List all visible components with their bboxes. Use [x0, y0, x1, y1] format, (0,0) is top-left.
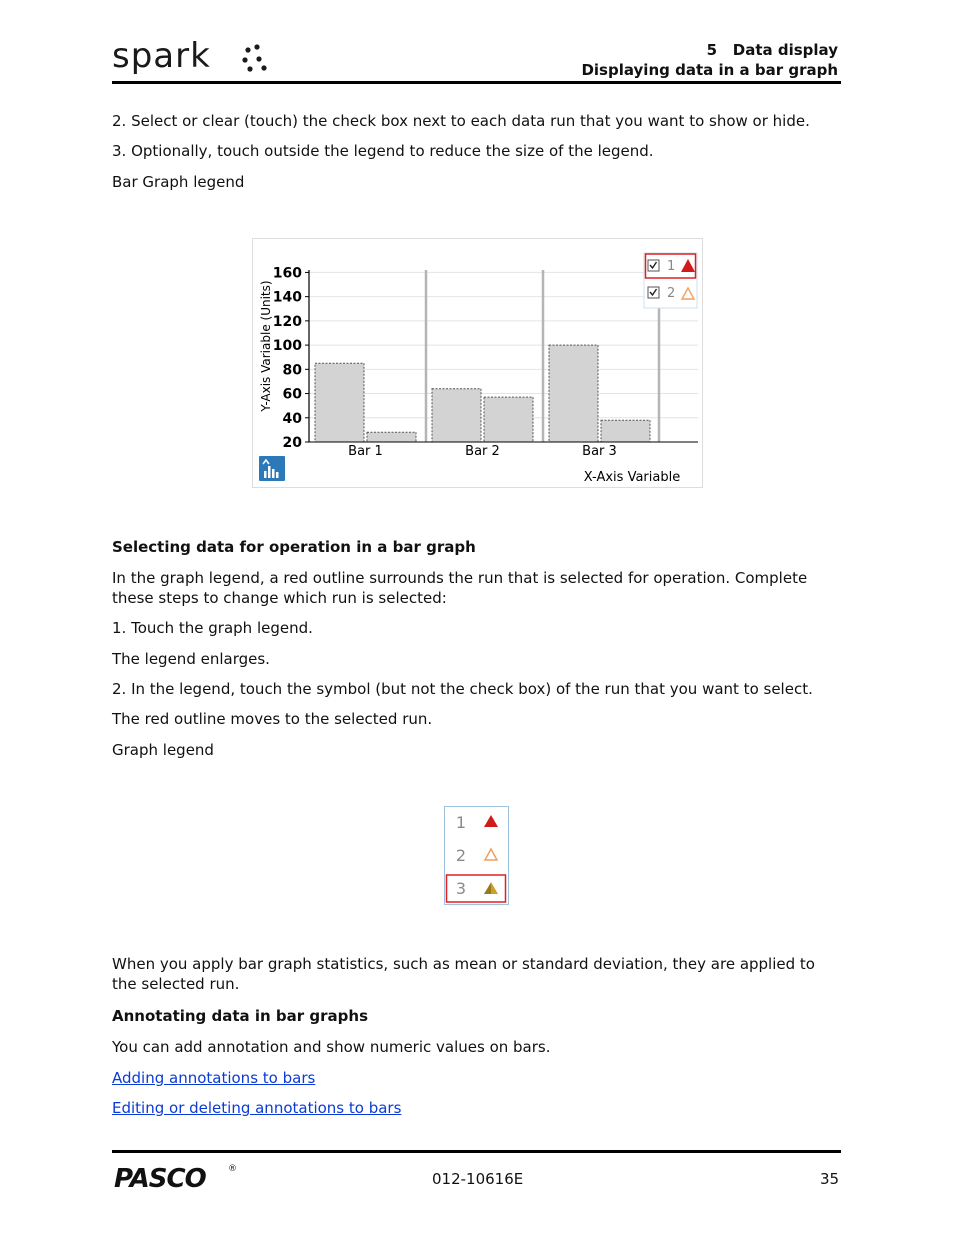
doc-number: 012-10616E — [432, 1170, 524, 1188]
bar-1-run-2[interactable] — [367, 432, 416, 442]
section-heading-selecting-data: Selecting data for operation in a bar graph — [112, 538, 476, 556]
graph-legend-frame — [445, 807, 509, 905]
section1-step-2: 2. In the legend, touch the symbol (but not the check box) of the run that you want to select. — [112, 680, 813, 698]
registered-mark: ® — [228, 1164, 237, 1174]
section2-paragraph: You can add annotation and show numeric values on bars. — [112, 1038, 551, 1056]
link-editing-annotations[interactable]: Editing or deleting annotations to bars — [112, 1099, 402, 1117]
y-tick-label: 160 — [272, 265, 302, 282]
link-container-2 — [112, 1098, 842, 1118]
pasco-logo: PASCO — [114, 1164, 206, 1194]
x-axis-label: X-Axis Variable — [583, 470, 681, 485]
y-tick-label: 140 — [272, 289, 302, 306]
section1-result-2: The red outline moves to the selected run. — [112, 710, 433, 728]
header-rule — [112, 81, 841, 84]
section-title: Displaying data in a bar graph — [581, 61, 838, 79]
bar-graph-tool-icon[interactable] — [259, 456, 285, 481]
legend-label-2: 2 — [667, 286, 676, 301]
section1-step-1: 1. Touch the graph legend. — [112, 619, 313, 637]
section-heading-annotating: Annotating data in bar graphs — [112, 1007, 369, 1025]
step-3-text: 3. Optionally, touch outside the legend to reduce the size of the legend. — [112, 142, 654, 160]
link-container-1 — [112, 1068, 842, 1088]
stats-note: When you apply bar graph statistics, such as mean or standard deviation, they are applied to the selected run. — [112, 955, 815, 993]
spark-dots-icon — [242, 44, 272, 74]
y-tick-label: 60 — [282, 386, 302, 403]
y-axis-label: Y-Axis Variable (Units) — [259, 280, 273, 412]
graph-legend-label-1: 1 — [455, 813, 467, 832]
x-tick-label: Bar 2 — [465, 444, 500, 459]
graph-legend-label-3: 3 — [455, 879, 467, 898]
page-number: 35 — [820, 1170, 840, 1188]
step-2-text: 2. Select or clear (touch) the check box next to each data run that you want to show or hide. — [112, 112, 810, 130]
bar-graph-figure — [252, 238, 703, 488]
link-adding-annotations[interactable]: Adding annotations to bars — [112, 1069, 316, 1087]
spark-logo: spark — [112, 36, 211, 76]
footer-rule — [112, 1150, 841, 1153]
graph-legend-figure[interactable] — [444, 806, 510, 906]
section1-paragraph-intro: In the graph legend, a red outline surrounds the run that is selected for operation. Complete these steps to change which run is selected: — [112, 569, 808, 607]
y-tick-label: 120 — [272, 313, 302, 330]
x-tick-label: Bar 3 — [582, 444, 617, 459]
chart-legend[interactable] — [644, 253, 697, 308]
y-tick-label: 40 — [282, 410, 302, 427]
bar-3-run-1[interactable] — [549, 345, 598, 442]
y-tick-label: 100 — [272, 338, 302, 355]
figure-caption-bar-graph-legend: Bar Graph legend — [112, 173, 245, 191]
graph-legend-label-2: 2 — [455, 846, 467, 865]
figure-caption-graph-legend: Graph legend — [112, 741, 214, 759]
y-tick-label: 80 — [282, 362, 302, 379]
bar-3-run-2[interactable] — [601, 420, 650, 442]
section1-result-1: The legend enlarges. — [112, 650, 270, 668]
y-tick-label: 20 — [282, 435, 302, 451]
bar-2-run-2[interactable] — [484, 397, 533, 442]
x-tick-label: Bar 1 — [348, 444, 383, 459]
legend-label-1: 1 — [667, 259, 676, 274]
bar-1-run-1[interactable] — [315, 363, 364, 442]
chapter-title: 5 Data display — [706, 41, 838, 59]
bar-2-run-1[interactable] — [432, 389, 481, 442]
running-header — [581, 40, 838, 80]
